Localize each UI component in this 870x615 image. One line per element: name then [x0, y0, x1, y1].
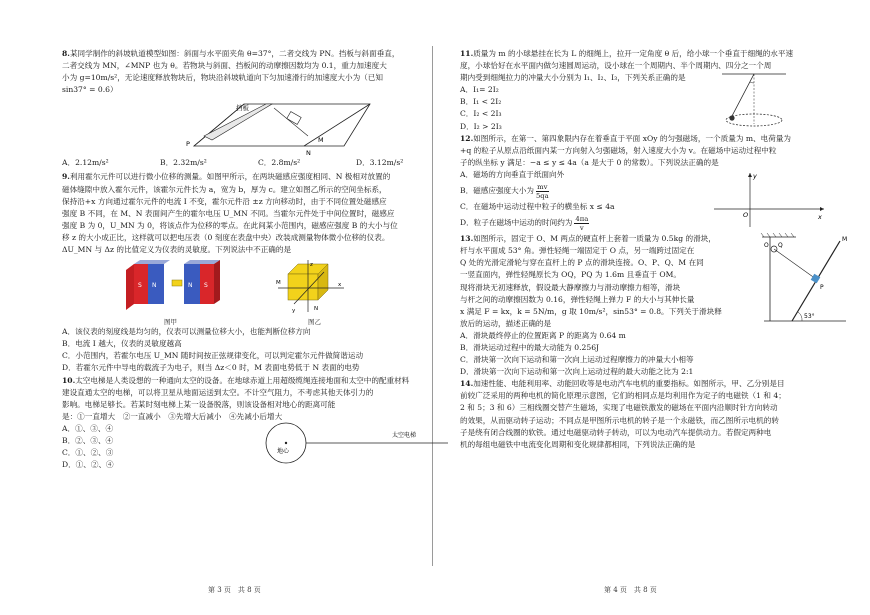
q10-line-3: 影响。电梯足够长。若某时刻电梯上某一设备脱落，则该设备相对地心的距离可能	[62, 399, 336, 409]
q12-option-d-numerator: 4πa	[575, 214, 589, 223]
q12-option-c[interactable]: C．在磁场中运动过程中粒子的横坐标 x ≤ 4a	[460, 202, 615, 212]
q11-line-1	[460, 48, 852, 60]
q11-number: 11.	[460, 49, 474, 58]
q14-line-6: 机的每组电磁铁中电流变化周期和变化规律都相同，下列说法正确的是	[460, 439, 696, 449]
q10-fig-center-label: 地心	[277, 447, 290, 455]
q12-axes-figure	[710, 169, 830, 229]
svg-text:z: z	[310, 262, 313, 269]
q9-line-2: 磁体缝隙中放入霍尔元件，该霍尔元件长为 a，宽为 b，厚为 c。建立如图乙所示的空间坐标系，	[62, 184, 387, 194]
q8-text-1: 某同学制作的斜坡轨道模型如图：斜面与水平面夹角 θ=37°，二者交线为 PN。挡板与斜面垂直，	[69, 49, 400, 58]
q12-option-b-fraction	[536, 183, 549, 200]
q13-number: 13.	[460, 234, 474, 244]
svg-text:M: M	[276, 280, 281, 287]
q12-line-1	[460, 133, 852, 145]
svg-text:N: N	[188, 282, 193, 290]
q12-text-1: 如图所示，在第一、第四象限内存在着垂直于平面 xOy 的匀强磁场，一个质量为 m、电荷量为	[473, 133, 792, 143]
q12-number: 12.	[460, 133, 474, 143]
q13-fig-label-o: O	[764, 242, 769, 250]
q9-option-a[interactable]: A．该仪表的刻度线是均匀的，仪表可以测量位移大小，也能判断位移方向	[62, 327, 311, 337]
q9-option-c[interactable]: C．小范围内，若霍尔电压 U_MN 随时间按正弦规律变化，可以判定霍尔元件做简谐运动	[62, 351, 364, 361]
question-11	[460, 48, 852, 133]
q8-ramp-figure	[62, 96, 454, 156]
page-footer-right: 第 4 页 共 8 页	[604, 586, 657, 594]
q13-line-6: 与杆之间的动摩擦因数为 0.16，弹性轻绳上弹力 F 的大小与其伸长量	[460, 294, 695, 304]
q11-text-1: 质量为 m 的小球悬挂在长为 L 的细绳上，拉开一定角度 θ 后，给小球一个垂直于细绳的水平速	[473, 49, 794, 58]
q13-rod-figure	[758, 233, 852, 329]
q11-answer-area	[460, 84, 852, 132]
q12-option-b-denominator: 5qa	[535, 191, 549, 200]
q9-line-1	[62, 171, 454, 183]
svg-text:S: S	[204, 282, 208, 290]
q12-option-d-text: D．粒子在磁场中运动的时间约为	[460, 218, 573, 228]
question-12	[460, 133, 852, 233]
q14-line-4: 的效果，从而驱动转子运动；不同点是甲图所示电机的转子是一个永磁铁，而乙图所示电机的转	[460, 415, 779, 425]
q11-conical-pendulum-figure	[714, 72, 794, 134]
q12-fig-axis-y: y	[753, 171, 757, 180]
left-column	[62, 48, 454, 471]
q13-fig-label-p: P	[820, 284, 824, 292]
q12-fig-axis-x: x	[818, 212, 822, 221]
q12-fig-origin: O	[743, 210, 749, 219]
q8-option-b[interactable]: B．2.32m/s²	[160, 158, 207, 168]
q13-option-b[interactable]: B．滑块运动过程中的最大动能为 0.256J	[460, 342, 600, 352]
q8-options	[62, 157, 454, 169]
svg-text:N: N	[314, 306, 319, 313]
svg-text:y: y	[292, 308, 296, 315]
q9-line-7: ΔU_MN 与 Δz 的比值定义为仪表的灵敏度。下列说法中不正确的是	[62, 245, 292, 255]
q10-option-a[interactable]: A．①、③、④	[62, 423, 114, 433]
q11-option-a[interactable]: A．I₁= 2I₂	[460, 85, 499, 95]
q10-option-b[interactable]: B．②、③、④	[62, 435, 114, 445]
q10-number: 10.	[62, 375, 76, 385]
question-14	[460, 378, 852, 451]
q9-line-5: 强度 B 为 0，U_MN 为 0，将该点作为位移的零点。在此间某小范围内，磁感应强度 B 的大小与位	[62, 220, 398, 230]
q13-line-4: 一竖直面内，弹性轻绳原长为 OQ，PQ 为 1.6m 且垂直于 OM。	[460, 270, 682, 280]
q9-line-4: 强度 B 不同，在 M、N 表面间产生的霍尔电压 U_MN 不同。当霍尔元件处于中间位置时，磁感应	[62, 208, 395, 218]
q8-fig-point-m: M	[318, 136, 324, 145]
q13-fig-label-m: M	[842, 236, 848, 244]
q11-option-c[interactable]: C．I₂ < 2I₃	[460, 109, 502, 119]
q10-option-c[interactable]: C．①、②、③	[62, 448, 114, 458]
q8-fig-point-p: P	[186, 140, 190, 149]
q13-option-d[interactable]: D．滑块第一次向下运动和第一次向上运动过程的最大动能之比为 2:1	[460, 367, 694, 377]
q10-line-1	[62, 375, 454, 387]
q14-text-1: 加速性能、电能利用率、动能回收等是电动汽车电机的重要指标。如图所示，甲、乙分别是目	[473, 379, 785, 389]
q14-line-3: 2 和 5；3 和 6）三相线圈交替产生磁场，实现了电磁铁激发的磁场在平面内沿顺时针方向转动	[460, 403, 778, 413]
q13-text-1: 如图所示，固定于 O、M 两点的硬直杆上套着一质量为 0.5kg 的滑块，	[473, 234, 716, 244]
q8-option-c[interactable]: C．2.8m/s²	[258, 158, 301, 168]
q10-text-1: 太空电梯是人类设想的一种通向太空的设备。在地球赤道上用超级缆绳连接地面和太空中的配重材料	[75, 375, 410, 385]
q13-line-5: 现将滑块无初速释放，假设最大静摩擦力与滑动摩擦力相等，滑块	[460, 282, 681, 292]
q10-answer-area	[62, 423, 454, 471]
q9-option-b[interactable]: B．电流 I 越大，仪表的灵敏度越高	[62, 339, 182, 349]
q9-options	[62, 326, 454, 374]
question-9	[62, 171, 454, 374]
q9-option-d[interactable]: D．若霍尔元件中导电的载流子为电子，则当 Δz＜0 时，M 表面电势低于 N 表面的电势	[62, 363, 360, 373]
q9-figure-b	[276, 260, 344, 326]
q12-option-d-fraction	[574, 215, 589, 232]
q8-line-4: sin37° = 0.6）	[62, 85, 118, 95]
q12-line-3: 子的纵坐标 y 满足：−a ≤ y ≤ 4a（a 是大于 0 的常数）。下列说法正确的是	[460, 157, 719, 167]
q8-line-2: 二者交线为 MN，∠MNP 也为 θ。若物块与斜面、挡板间的动摩擦因数均为 0.1，重力加速度大	[62, 61, 387, 71]
q10-fig-elevator-label: 太空电梯	[392, 431, 417, 439]
q8-fig-point-n: N	[306, 149, 311, 157]
q10-line-4: 是：①一直增大 ②一直减小 ③先增大后减小 ④先减小后增大	[62, 411, 283, 421]
q13-fig-label-angle: 53°	[804, 313, 815, 321]
q9-number: 9.	[62, 172, 70, 182]
q14-line-2: 前较广泛采用的两种电机的简化原理示意图，它们的相同点是均利用作为定子的电磁铁（1 和 4；	[460, 391, 786, 401]
q8-line-1	[62, 48, 454, 60]
q13-line-2: 杆与水平面成 53° 角。弹性轻绳一端固定于 O 点，另一端跨过固定在	[460, 246, 695, 256]
q12-answer-area	[460, 169, 852, 233]
q9-line-3: 保持沿+x 方向通过霍尔元件的电流 I 不变，霍尔元件沿 ±z 方向移动时，由于不同位置处磁感应	[62, 196, 387, 206]
q14-line-5: 子是绕有闭合线圈的软铁。通过电磁驱动转子转动，可以为电动汽车提供动力。若假定两种电	[460, 427, 772, 437]
q13-option-a[interactable]: A．滑块最终停止的位置距离 P 的距离为 0.64 m	[460, 330, 626, 340]
q11-line-3: 期内受到细绳拉力的冲量大小分别为 I₁、I₂、I₃，下列关系正确的是	[460, 73, 686, 83]
svg-text:S: S	[138, 282, 142, 290]
q11-option-b[interactable]: B．I₁ < 2I₂	[460, 97, 502, 107]
q8-fig-label-baffle: 挡板	[236, 104, 249, 113]
q10-option-d[interactable]: D．①、②、④	[62, 460, 114, 470]
question-13	[460, 233, 852, 378]
q9-figure-a-label: 图甲	[164, 318, 177, 327]
q8-number: 8.	[62, 49, 70, 58]
q14-number: 14.	[460, 379, 474, 389]
q10-line-2: 建设直通太空的电梯，可以将卫星从地面运送到太空。不计空气阻力，不考虑其他天体引力的	[62, 387, 374, 397]
q12-option-b-text: B．磁感应强度大小为	[460, 186, 534, 196]
q9-figure-b-label: 图乙	[308, 318, 321, 327]
q14-line-1	[460, 378, 852, 390]
q13-option-c[interactable]: C．滑块第一次向下运动和第一次向上运动过程摩擦力的冲量大小相等	[460, 355, 694, 365]
right-column	[460, 48, 852, 451]
q10-space-elevator-figure	[262, 417, 452, 467]
q11-option-d[interactable]: D．I₂ > 2I₃	[460, 121, 502, 131]
svg-text:N: N	[152, 282, 157, 290]
question-8	[62, 48, 454, 169]
q11-line-2: 度，小球恰好在水平面内做匀速圆周运动，设小球在一个周期内、半个周期内、四分之一个周	[460, 61, 772, 71]
q8-option-a[interactable]: A．2.12m/s²	[62, 158, 109, 168]
q9-line-6: 移 z 的大小成正比，这样就可以把电压表（0 刻度在表盘中央）改装成测量物体微小位移的仪表。	[62, 232, 390, 242]
q9-text-1: 利用霍尔元件可以进行微小位移的测量。如图甲所示，在两块磁感应强度相同、N 极相对放置的	[69, 172, 391, 182]
q8-line-3: 小为 g=10m/s²，无论速度释放物块后，物块沿斜坡轨道向下匀加速滑行的加速度大小为（已知	[62, 73, 383, 83]
q13-line-3: Q 处的光滑定滑轮与穿在直杆上的 P 点的滑块连接。O、P、Q、M 在同	[460, 258, 704, 268]
q12-option-a[interactable]: A．磁场的方向垂直于纸面向外	[460, 169, 565, 179]
svg-text:x: x	[338, 282, 342, 289]
q12-option-b-numerator: mv	[537, 182, 548, 191]
q8-option-d[interactable]: D．3.12m/s²	[356, 158, 404, 168]
q9-figure-a	[126, 260, 220, 326]
question-10	[62, 375, 454, 472]
q12-option-d-denominator: v	[579, 223, 584, 232]
q12-line-2: +q 的粒子从原点沿纸面内某一方向射入匀强磁场，射入速度大小为 v。在磁场中运动过程中粒	[460, 145, 777, 155]
q13-line-8: 放后的运动，描述正确的是	[460, 318, 552, 328]
q13-fig-label-q: Q	[778, 242, 783, 250]
q9-hall-figures	[62, 256, 454, 326]
q13-line-7: x 满足 F = kx，k = 5N/m，g 取 10m/s²，sin53° = 0.8。下列关于滑块释	[460, 306, 722, 316]
page-footer-left: 第 3 页 共 8 页	[208, 586, 261, 594]
